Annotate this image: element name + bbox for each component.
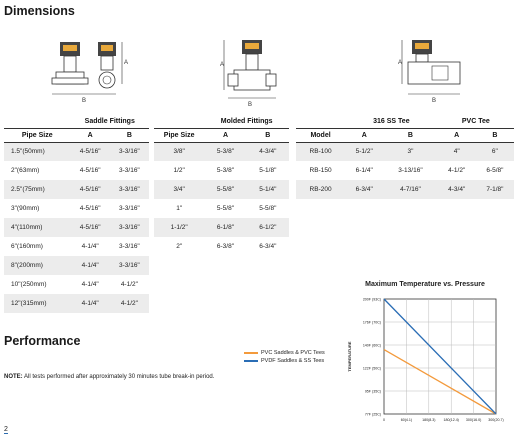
col-a: A — [438, 128, 476, 142]
table-cell: 5-3/8" — [204, 142, 246, 161]
table-cell: 5-1/2" — [345, 142, 383, 161]
table-cell: 5-5/8" — [216, 205, 235, 212]
chart-title: Maximum Temperature vs. Pressure — [365, 281, 485, 288]
performance-note — [4, 373, 214, 381]
table-cell: 12"(315mm) — [4, 294, 71, 313]
x-tick-label: 300(16.0) — [465, 418, 482, 422]
saddle-fitting-diagram — [50, 36, 140, 108]
table-cell: 6" — [476, 142, 514, 161]
x-tick-label: 60(4.1) — [400, 418, 413, 422]
y-tick-label: 200F (93C) — [362, 297, 381, 302]
table-cell: 2.5"(75mm) — [4, 180, 71, 199]
col-b: B — [476, 128, 514, 142]
molded-fittings-table — [154, 116, 289, 256]
table-row — [296, 142, 514, 161]
table-cell: 4-1/2" — [448, 167, 466, 174]
table-cell: 3-3/16" — [119, 205, 140, 212]
dim-label-b: B — [248, 102, 253, 108]
performance-title: Performance — [4, 334, 81, 348]
table-cell: 3/4" — [154, 180, 204, 199]
table-row — [4, 199, 149, 218]
page-number: 2 — [4, 426, 8, 433]
table-cell: 5-1/8" — [259, 167, 277, 174]
col-b: B — [110, 128, 149, 142]
table-cell: 2" — [176, 243, 183, 250]
table-cell: 6-5/8" — [486, 167, 504, 174]
table-cell: 3"(90mm) — [11, 205, 40, 212]
table-cell: 6-3/4" — [345, 180, 383, 199]
table-cell: 3-3/16" — [119, 243, 140, 250]
table-cell: 4-3/4" — [438, 180, 476, 199]
table-cell: 4-3/4" — [247, 142, 289, 161]
col-model: Model — [296, 128, 345, 142]
pvc-tee-heading: PVC Tee — [438, 116, 514, 128]
y-tick-label: 176F (70C) — [362, 320, 381, 325]
note-text: All tests performed after approximately 30 minutes tube break-in period. — [22, 374, 215, 380]
table-cell: RB-100 — [296, 142, 345, 161]
table-cell: 6-1/4" — [355, 167, 373, 174]
tee-diagram — [398, 36, 472, 108]
table-cell: 3/8" — [154, 142, 204, 161]
legend-label-pvc: PVC Saddles & PVC Tees — [261, 350, 325, 356]
table-cell: 6"(160mm) — [11, 243, 43, 250]
molded-fitting-diagram — [220, 36, 292, 108]
table-cell: 4-1/4" — [81, 281, 99, 288]
y-tick-label: 95F (35C) — [364, 389, 381, 394]
y-axis-label: TEMPERATURE — [347, 341, 352, 372]
ss-tee-heading: 316 SS Tee — [345, 116, 437, 128]
table-cell: 3-3/16" — [110, 142, 149, 161]
table-row — [4, 218, 149, 237]
table-cell: 5-5/8" — [204, 180, 246, 199]
col-a: A — [204, 128, 246, 142]
table-row — [154, 161, 289, 180]
molded-fittings-heading: Molded Fittings — [204, 116, 289, 128]
legend-swatch-pvdf — [244, 360, 258, 362]
table-row — [4, 161, 149, 180]
table-row — [154, 142, 289, 161]
legend-label-pvdf: PVDF Saddles & SS Tees — [261, 358, 325, 364]
table-cell: 8"(200mm) — [4, 256, 71, 275]
table-row — [154, 180, 289, 199]
x-tick-label: 180(8.3) — [422, 418, 436, 422]
table-cell: 6-1/2" — [247, 218, 289, 237]
table-cell: 1/2" — [173, 167, 185, 174]
table-row — [154, 199, 289, 218]
dimensions-title: Dimensions — [4, 4, 75, 18]
legend-item-pvdf — [244, 358, 324, 364]
dim-label-a: A — [398, 60, 403, 66]
table-cell: 4-5/16" — [71, 180, 110, 199]
legend-swatch-pvc — [244, 352, 258, 354]
col-pipe-size: Pipe Size — [4, 128, 71, 142]
table-row — [154, 218, 289, 237]
table-row — [4, 237, 149, 256]
table-cell: 4-1/4" — [71, 294, 110, 313]
table-cell: 3-13/16" — [398, 167, 423, 174]
table-row — [4, 180, 149, 199]
col-b: B — [383, 128, 437, 142]
legend-item-pvc — [244, 350, 325, 356]
table-cell: 1.5"(50mm) — [4, 142, 71, 161]
temperature-pressure-chart — [340, 293, 515, 428]
y-tick-label: 140F (60C) — [362, 343, 381, 348]
table-cell: 4-5/16" — [71, 218, 110, 237]
dim-label-a: A — [220, 62, 225, 68]
table-cell: 1-1/2" — [154, 218, 204, 237]
table-cell: 6-3/4" — [259, 243, 277, 250]
table-cell: 3-3/16" — [110, 218, 149, 237]
saddle-fittings-heading: Saddle Fittings — [71, 116, 149, 128]
table-cell: 3-3/16" — [110, 256, 149, 275]
table-cell: 7-1/8" — [476, 180, 514, 199]
tee-table — [296, 116, 514, 199]
y-tick-label: 122F (50C) — [362, 366, 381, 371]
note-label: NOTE: — [4, 374, 23, 380]
x-tick-label: 180(12.4) — [443, 418, 459, 422]
table-cell: 4-7/16" — [383, 180, 437, 199]
x-tick-label: 300(20.7) — [488, 418, 504, 422]
table-row — [4, 256, 149, 275]
dim-label-b: B — [82, 98, 87, 104]
table-cell: 4-1/4" — [81, 243, 99, 250]
table-cell: 4"(110mm) — [4, 218, 71, 237]
col-a: A — [71, 128, 110, 142]
table-cell: 3-3/16" — [119, 167, 140, 174]
table-cell: 4-1/2" — [110, 294, 149, 313]
table-row — [4, 142, 149, 161]
table-cell: 1" — [176, 205, 183, 212]
table-cell: 4-5/16" — [79, 205, 101, 212]
table-cell: 5-3/8" — [216, 167, 235, 174]
table-row — [4, 275, 149, 294]
dim-label-a: A — [124, 60, 129, 66]
table-cell: 5-5/8" — [259, 205, 277, 212]
col-b: B — [247, 128, 289, 142]
table-row — [296, 180, 514, 199]
table-cell: 4-1/2" — [120, 281, 138, 288]
table-cell: 2"(63mm) — [11, 167, 40, 174]
saddle-fittings-table — [4, 116, 149, 313]
dim-label-b: B — [432, 98, 437, 104]
table-row — [296, 161, 514, 180]
col-pipe-size: Pipe Size — [154, 128, 204, 142]
col-a: A — [345, 128, 383, 142]
table-cell: 3" — [383, 142, 437, 161]
table-cell: 6-3/8" — [216, 243, 235, 250]
table-cell: RB-150 — [309, 167, 332, 174]
table-row — [4, 294, 149, 313]
table-cell: 6-1/8" — [204, 218, 246, 237]
table-cell: 5-1/4" — [247, 180, 289, 199]
table-cell: 3-3/16" — [110, 180, 149, 199]
y-tick-label: 77F (25C) — [364, 412, 381, 417]
table-cell: 10"(250mm) — [11, 281, 47, 288]
table-cell: 4-5/16" — [79, 167, 101, 174]
table-cell: 4" — [438, 142, 476, 161]
table-cell: 4-5/16" — [71, 142, 110, 161]
table-cell: RB-200 — [296, 180, 345, 199]
table-cell: 4-1/4" — [71, 256, 110, 275]
x-tick-label: 0 — [383, 418, 385, 422]
table-row — [154, 237, 289, 256]
